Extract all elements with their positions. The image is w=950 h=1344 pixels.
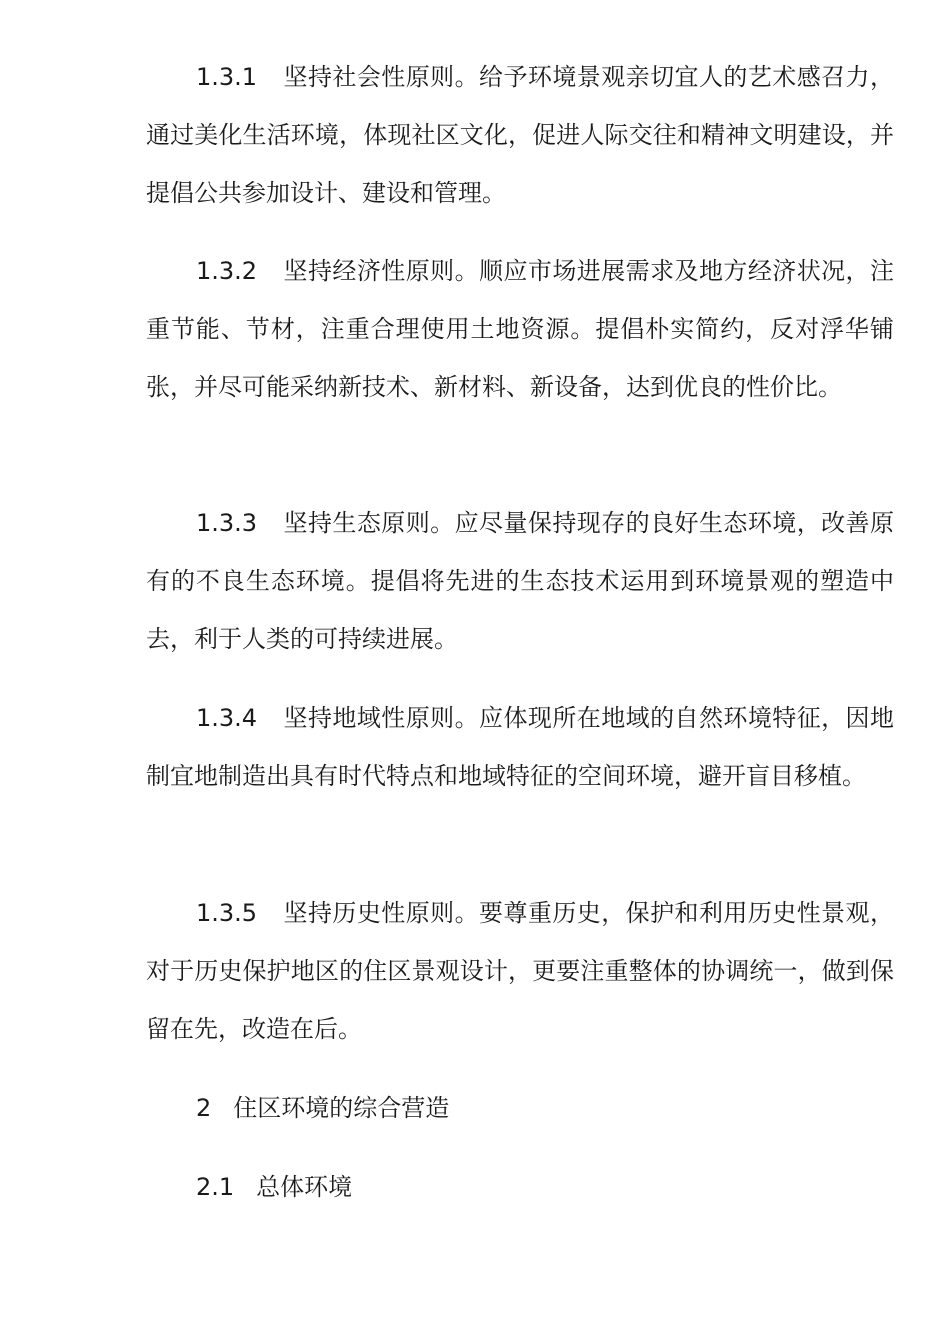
paragraph-text: 坚持经济性原则。顺应市场进展需求及地方经济状况，注重节能、节材，注重合理使用土地资源。提倡朴实简约，反对浮华铺张，并尽可能采纳新技术、新材料、新设备，达到优良的性价比。 — [146, 257, 894, 401]
paragraph-1-3-3 — [146, 494, 894, 668]
paragraph-number: 1.3.2 — [196, 257, 258, 285]
paragraph-1-3-2 — [146, 242, 894, 416]
heading-text: 总体环境 — [256, 1173, 353, 1201]
heading-number: 2 — [196, 1094, 212, 1122]
paragraph-text: 坚持地域性原则。应体现所在地域的自然环境特征，因地制宜地制造出具有时代特点和地域特征的空间环境，避开盲目移植。 — [146, 704, 894, 790]
paragraph-text: 坚持社会性原则。给予环境景观亲切宜人的艺术感召力，通过美化生活环境，体现社区文化，促进人际交往和精神文明建设，并提倡公共参加设计、建设和管理。 — [146, 63, 894, 207]
section-heading-2 — [196, 1079, 449, 1137]
section-heading-2-1 — [196, 1158, 352, 1216]
paragraph-1-3-1 — [146, 48, 894, 222]
heading-number: 2.1 — [196, 1173, 235, 1201]
paragraph-number: 1.3.4 — [196, 704, 258, 732]
paragraph-1-3-5 — [146, 884, 894, 1058]
paragraph-number: 1.3.5 — [196, 899, 258, 927]
paragraph-text: 坚持生态原则。应尽量保持现存的良好生态环境，改善原有的不良生态环境。提倡将先进的生态技术运用到环境景观的塑造中去，利于人类的可持续进展。 — [146, 509, 894, 653]
paragraph-text: 坚持历史性原则。要尊重历史，保护和利用历史性景观，对于历史保护地区的住区景观设计，更要注重整体的协调统一，做到保留在先，改造在后。 — [146, 899, 894, 1043]
paragraph-number: 1.3.3 — [196, 509, 258, 537]
heading-text: 住区环境的综合营造 — [233, 1094, 450, 1122]
paragraph-number: 1.3.1 — [196, 63, 258, 91]
paragraph-1-3-4 — [146, 689, 894, 805]
